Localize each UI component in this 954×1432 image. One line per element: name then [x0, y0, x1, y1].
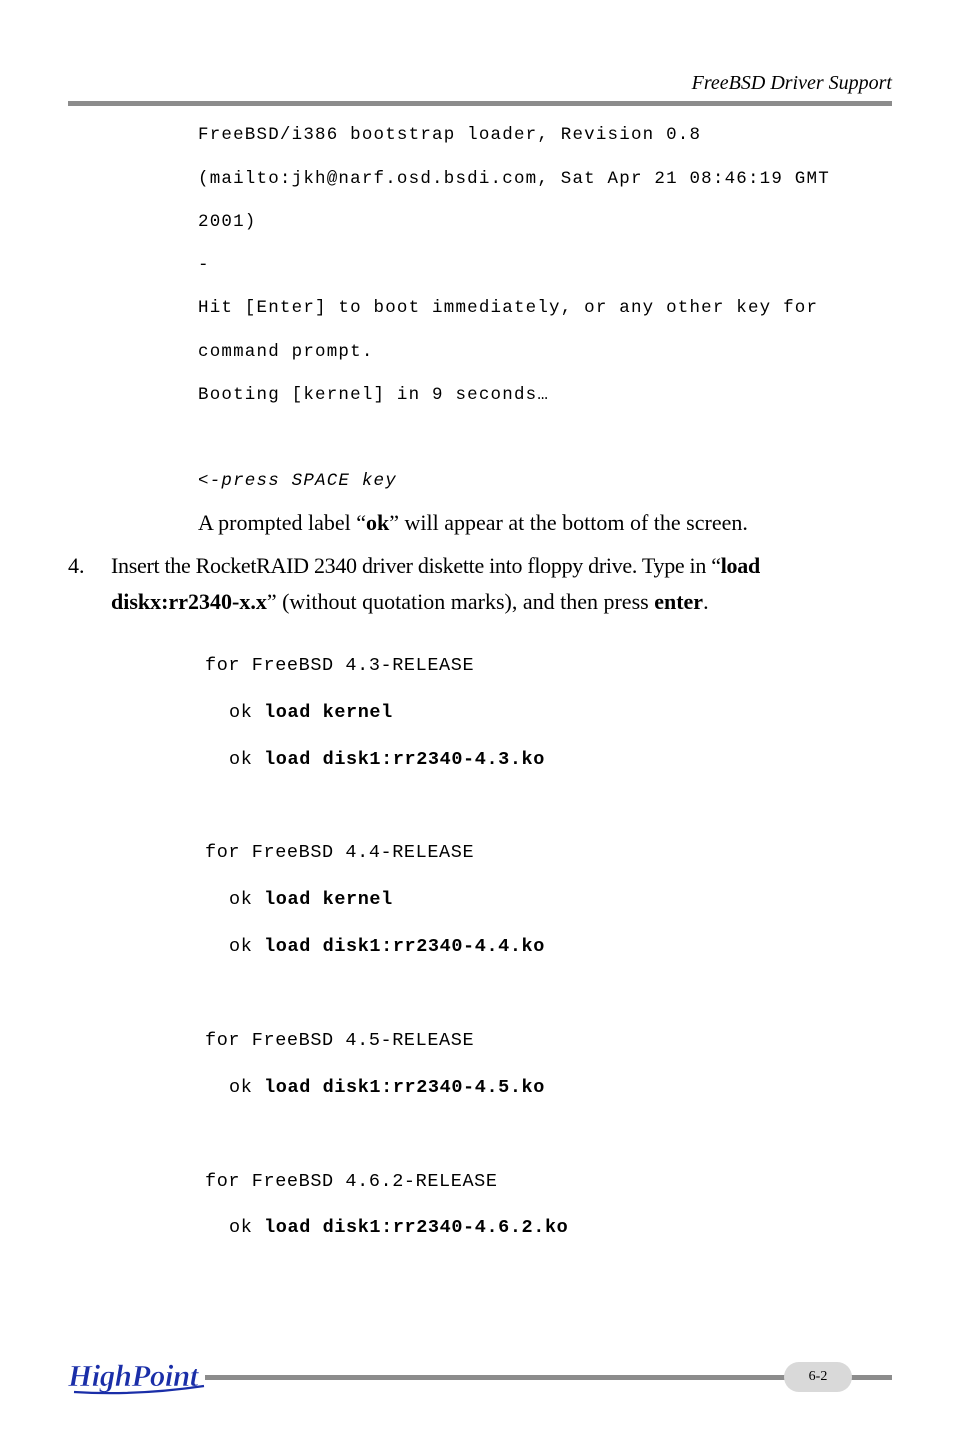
release-heading-4-6-2: for FreeBSD 4.6.2-RELEASE: [205, 1171, 498, 1192]
release-heading-4-3: for FreeBSD 4.3-RELEASE: [205, 655, 475, 676]
release-heading-4-5: for FreeBSD 4.5-RELEASE: [205, 1030, 475, 1051]
running-header: FreeBSD Driver Support: [691, 72, 892, 94]
ok-prompt-note: A prompted label “ok” will appear at the bottom of the screen.: [198, 510, 748, 535]
command-line: ok load disk1:rr2340-4.6.2.ko: [229, 1217, 569, 1238]
boot-line-4: -: [198, 255, 210, 275]
step-4-line-1: Insert the RocketRAID 2340 driver diskette into floppy drive. Type in “load: [111, 553, 760, 578]
command-line: ok load disk1:rr2340-4.3.ko: [229, 749, 545, 770]
step-4-line-2: diskx:rr2340-x.x” (without quotation marks), and then press enter.: [111, 589, 709, 614]
press-space-note: <-press SPACE key: [198, 471, 397, 491]
command-line: ok load disk1:rr2340-4.4.ko: [229, 936, 545, 957]
header-rule: [68, 101, 892, 106]
step-4-number: 4.: [68, 553, 85, 578]
command-line: ok load disk1:rr2340-4.5.ko: [229, 1077, 545, 1098]
highpoint-logo: [66, 1356, 208, 1398]
command-line: ok load kernel: [229, 889, 393, 910]
boot-line-2: (mailto:jkh@narf.osd.bsdi.com, Sat Apr 21 08:46:19 GMT: [198, 169, 830, 189]
boot-line-5: Hit [Enter] to boot immediately, or any other key for: [198, 298, 819, 318]
boot-line-7: Booting [kernel] in 9 seconds…: [198, 385, 550, 405]
release-heading-4-4: for FreeBSD 4.4-RELEASE: [205, 842, 475, 863]
command-line: ok load kernel: [229, 702, 393, 723]
boot-line-6: command prompt.: [198, 342, 374, 362]
svg-text:HighPoint: HighPoint: [68, 1358, 198, 1393]
page-number-badge: 6-2: [784, 1362, 852, 1392]
boot-line-1: FreeBSD/i386 bootstrap loader, Revision 0.8: [198, 125, 702, 145]
boot-line-3: 2001): [198, 212, 257, 232]
